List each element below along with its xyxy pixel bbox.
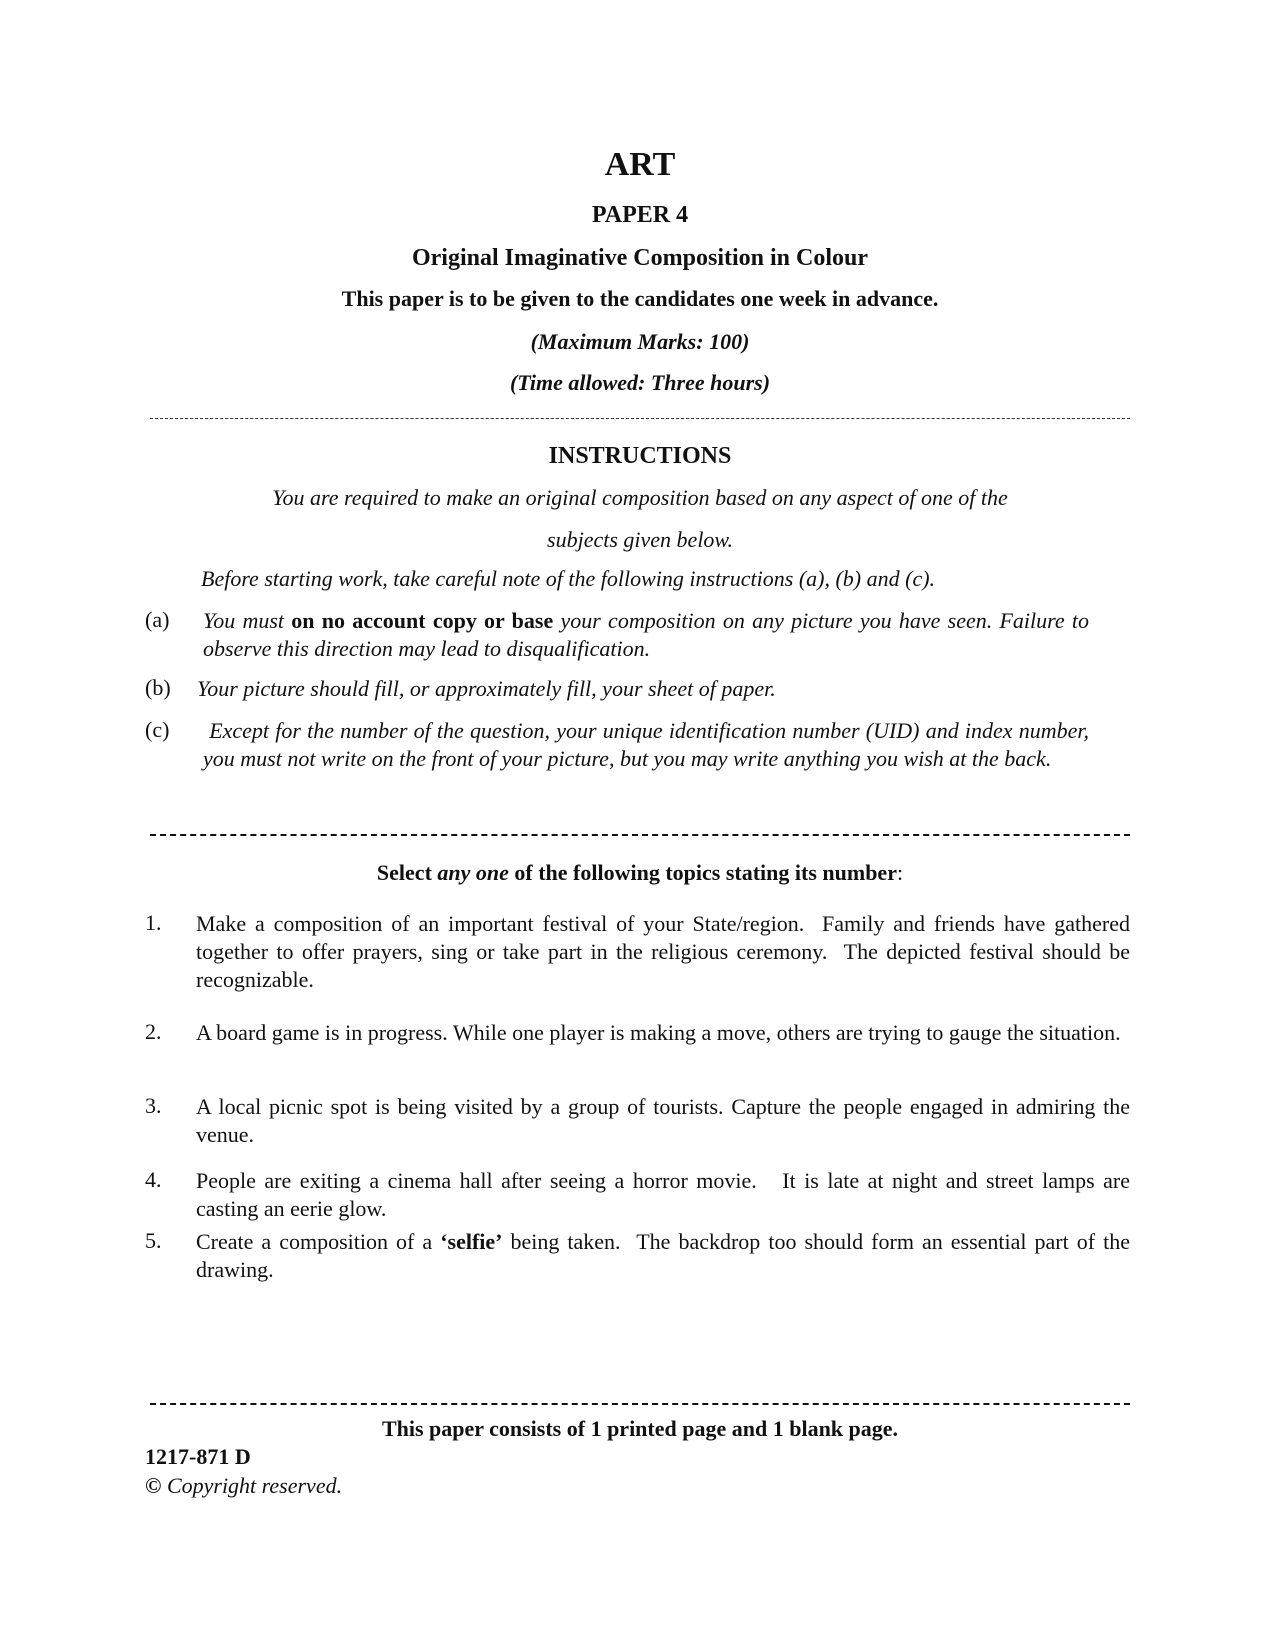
instruction-label: (a) bbox=[145, 607, 170, 632]
topic-text: Make a composition of an important festival of your State/region. Family and friends have gathered together to offer prayers, sing or take part in the religious ceremony. The depicted festival should be recognizable. bbox=[196, 911, 1136, 992]
topic-text: A board game is in progress. While one player is making a move, others are trying to gauge the situation. bbox=[196, 1020, 1121, 1045]
topic-number: 4. bbox=[145, 1167, 162, 1192]
topics-heading-part: Select bbox=[376, 860, 438, 885]
topic-number: 5. bbox=[145, 1228, 162, 1253]
topic-text-part: Create a composition of a bbox=[196, 1229, 441, 1254]
topic-text: People are exiting a cinema hall after seeing a horror movie. It is late at night and street lamps are casting an eerie glow. bbox=[196, 1168, 1136, 1221]
paper-code: 1217-871 D bbox=[145, 1444, 251, 1469]
instruction-text-part: You must bbox=[203, 608, 292, 633]
topic-number: 1. bbox=[145, 910, 162, 935]
instruction-label: (c) bbox=[145, 717, 170, 742]
topics-heading-colon: : bbox=[896, 860, 904, 885]
divider-top bbox=[150, 418, 1130, 419]
topics-heading-emphasis: any one bbox=[437, 860, 509, 885]
advance-note: This paper is to be given to the candidates one week in advance. bbox=[341, 286, 939, 311]
time-allowed: (Time allowed: Three hours) bbox=[509, 370, 771, 395]
instruction-emphasis: on no account copy or base bbox=[291, 608, 554, 633]
instructions-heading: INSTRUCTIONS bbox=[548, 443, 732, 469]
topic-text: A local picnic spot is being visited by a group of tourists. Capture the people engaged in admiring the venue. bbox=[196, 1094, 1130, 1147]
topic-emphasis: ‘selfie’ bbox=[440, 1229, 503, 1254]
divider-middle bbox=[150, 834, 1130, 836]
topics-heading bbox=[150, 860, 1130, 886]
topic-number: 2. bbox=[145, 1019, 162, 1044]
topic-text bbox=[196, 1228, 1136, 1284]
copyright-line bbox=[145, 1473, 342, 1499]
paper-title: ART bbox=[604, 146, 676, 183]
instructions-intro-line-1: You are required to make an original composition based on any aspect of one of the bbox=[272, 485, 1008, 510]
instruction-text bbox=[203, 607, 1089, 663]
instruction-text: Your picture should fill, or approximately fill, your sheet of paper. bbox=[197, 676, 776, 701]
instruction-text-part: your composition on any picture you have seen. Failure to observe this direction may lead to disqualification. bbox=[203, 608, 1089, 661]
instruction-text: Except for the number of the question, your unique identification number (UID) and index number, you must not write on the front of your picture, but you may write anything you wish at the back. bbox=[203, 718, 1095, 771]
instructions-intro-line-2: subjects given below. bbox=[547, 527, 733, 552]
topic-text-part: being taken. The backdrop too should form an essential part of the drawing. bbox=[196, 1229, 1136, 1282]
pages-note: This paper consists of 1 printed page and 1 blank page. bbox=[381, 1416, 899, 1441]
copyright-symbol: © bbox=[145, 1473, 162, 1498]
topics-heading-part: of the following topics stating its number bbox=[508, 860, 897, 885]
divider-bottom bbox=[150, 1403, 1130, 1405]
instructions-intro-line-3: Before starting work, take careful note of the following instructions (a), (b) and (c). bbox=[201, 566, 936, 591]
maximum-marks: (Maximum Marks: 100) bbox=[530, 329, 750, 354]
instruction-label: (b) bbox=[145, 675, 171, 700]
paper-number: PAPER 4 bbox=[591, 202, 689, 228]
topic-number: 3. bbox=[145, 1093, 162, 1118]
paper-subtitle: Original Imaginative Composition in Colour bbox=[411, 245, 869, 271]
copyright-text: Copyright reserved. bbox=[161, 1473, 343, 1498]
